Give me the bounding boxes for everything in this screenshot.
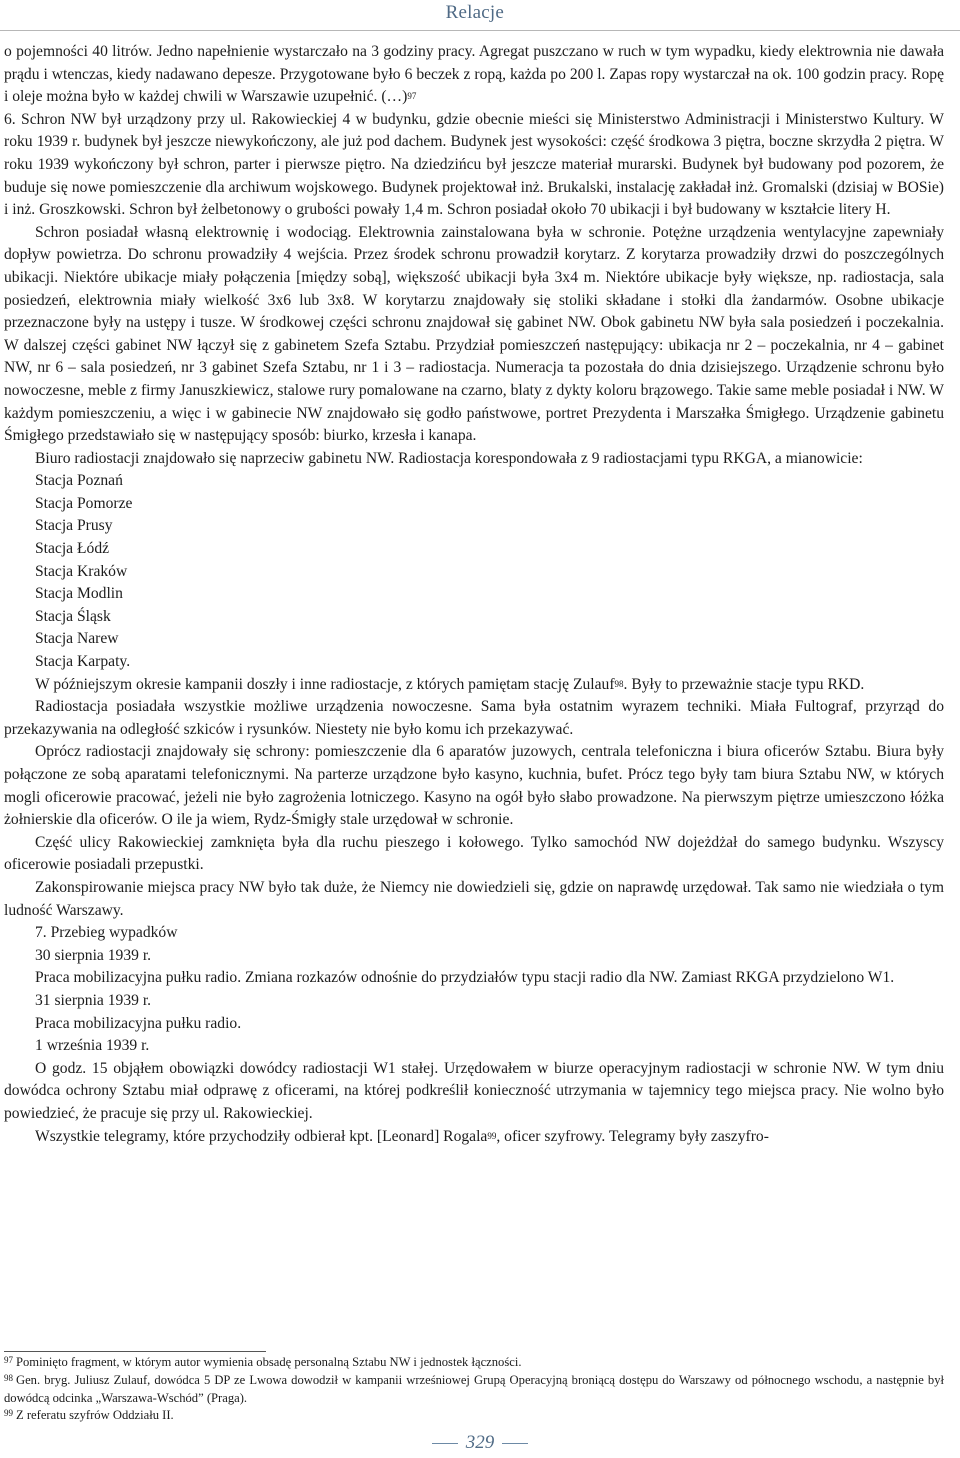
footnote-number: 99 xyxy=(4,1408,13,1418)
footnote-text: Z referatu szyfrów Oddziału II. xyxy=(16,1408,174,1422)
paragraph xyxy=(4,1013,944,1036)
paragraph-text: Oprócz radiostacji znajdowały się schrony: pomieszczenie dla 6 aparatów juzowych, centrala telefoniczna i biura oficerów Sztabu. Biura były połączone ze sobą aparatami telefonicznymi. Na parterze urządzone było kasyno, kuchnia, bufet. Prócz tego były tam biura Sztabu NW, w których mogli oficerowie pracować, jeżeli nie było zagrożenia lotniczego. Kasyno na ogół było słabo prowadzone. Na pierwszym piętrze umieszczono łóżka żołnierskie dla oficerów. O ile ja wiem, Rydz-Śmigły stale urzędował w schronie. xyxy=(4,743,944,829)
list-item xyxy=(4,561,944,584)
paragraph-text: Praca mobilizacyjna pułku radio. xyxy=(35,1014,242,1032)
paragraph xyxy=(4,832,944,877)
paragraph xyxy=(4,109,944,222)
paragraph-text: Wszystkie telegramy, które przychodziły odbierał kpt. [Leonard] Rogala xyxy=(35,1127,488,1145)
body-text xyxy=(4,41,944,1148)
paragraph xyxy=(4,1035,944,1058)
footnotes xyxy=(4,1354,944,1425)
paragraph-text: Zakonspirowanie miejsca pracy NW było tak duże, że Niemcy nie dowiedzieli się, gdzie on naprawdę urzędował. Tak samo nie wiedziała o tym ludność Warszawy. xyxy=(4,878,944,919)
list-item xyxy=(4,628,944,651)
paragraph-text: Stacja Poznań xyxy=(35,472,123,490)
paragraph-text: W późniejszym okresie kampanii doszły i inne radiostacje, z których pamiętam stację Zulauf xyxy=(35,675,615,693)
paragraph xyxy=(4,741,944,831)
paragraph xyxy=(4,945,944,968)
footnote-number: 97 xyxy=(4,1355,13,1365)
footnote xyxy=(4,1354,944,1372)
paragraph-text: Stacja Kraków xyxy=(35,562,128,580)
footnote-reference[interactable]: 97 xyxy=(407,91,417,102)
paragraph-text: 31 sierpnia 1939 r. xyxy=(35,991,152,1009)
paragraph xyxy=(4,967,944,990)
paragraph xyxy=(4,674,944,697)
paragraph xyxy=(4,222,944,448)
paragraph-text: 7. Przebieg wypadków xyxy=(35,924,178,942)
paragraph-text: Schron posiadał własną elektrownię i wodociąg. Elektrownia zainstalowana była w schronie. Potężne urządzenia wentylacyjne zapewniały dopływ powietrza. Do schronu prowadziły 4 wejścia. Przez środek schronu prowadził korytarz. Z korytarza prowadziły drzwi do poszczególnych ubikacji. Niektóre ubikacje miały połączenia [między sobą], większość ubikacji była 3x4 m. Niektóre ubikacje były większe, np. radiostacja, sala posiedzeń, elektrownia miały wielkość 3x6 lub 3x8. W korytarzu znajdowały się stoliki składane i stołki dla żandarmów. Osobne ubikacje przeznaczone były na ustępy i tusze. W środkowej części schronu znajdował się gabinet NW. Obok gabinetu NW była sala posiedzeń i poczekalnia. W dalszej części gabinet NW łączył się z gabinetem Szefa Sztabu. Przydział pomieszczeń następujący: ubikacja nr 2 – poczekalnia, nr 4 – gabinet NW, nr 6 – sala posiedzeń, nr 3 gabinet Szefa Sztabu, nr 1 i 3 – radiostacja. Numeracja ta pozostała do dnia dzisiejszego. Urządzenie schronu było nowoczesne, meble z firmy Januszkiewicz, stalowe rury pomalowane na czarno, blaty z dykty koloru brązowego. Takie same meble posiadał i NW. W każdym pomieszczeniu, a więc i w gabinecie NW znajdowało się godło państwowe, portret Prezydenta i Marszałka Śmigłego. Urządzenie gabinetu Śmigłego przedstawiało się w następujący sposób: biurko, krzesła i kanapa. xyxy=(4,223,944,445)
paragraph-text: Radiostacja posiadała wszystkie możliwe urządzenia nowoczesne. Sama była ostatnim wyrazem techniki. Miała Fultograf, przyrząd do przekazywania na odległość szkiców i rysunków. Niestety nie było komu ich przekazywać. xyxy=(4,698,944,738)
paragraph-text: 1 września 1939 r. xyxy=(35,1037,150,1055)
paragraph xyxy=(4,448,944,471)
paragraph-text: O godz. 15 objąłem obowiązki dowódcy radiostacji W1 stałej. Urzędowałem w biurze operacyjnym radiostacji w schronie NW. W tym dniu dowódca ochrony Sztabu miał odprawę z oficerami, na której podkreślił konieczność utrzymania w tajemnicy tego miejsca pracy. Nie wolno było powiedzieć, że pracuje się przy ul. Rakowieckiej. xyxy=(4,1059,944,1122)
footnote-text: Gen. bryg. Juliusz Zulauf, dowódca 5 DP ze Lwowa dowodził w kampanii wrześniowej Grupą Operacyjną broniącą dostępu do Warszawy od północnego wschodu, a następnie był dowódcą odcinka „Warszawa-Wschód” (Praga). xyxy=(4,1373,944,1405)
paragraph xyxy=(4,696,944,741)
paragraph-text: Stacja Karpaty. xyxy=(35,653,131,671)
paragraph-text: 6. Schron NW był urządzony przy ul. Rakowieckiej 4 w budynku, gdzie obecnie mieści się Ministerstwo Administracji i Ministerstwo Kultury. W roku 1939 r. budynek był jeszcze niewykończony, ale już pod dachem. Budynek jest wysokości: część środkowa 3 piętra, boczne skrzydła 2 piętra. W roku 1939 wykończony był schron, parter i pierwsze piętro. Na dziedzińcu był jeszcze materiał murarski. Budynek był budowany pod pozorem, że buduje się nowe pomieszczenie dla archiwum wojskowego. Budynek projektował inż. Brukalski, instalację zakładał inż. Gromalski (dzisiaj w BOSie) i inż. Groszkowski. Schron był żelbetonowy o grubości powały 1,4 m. Schron posiadał około 70 ubikacji i był budowany w kształcie litery H. xyxy=(4,110,944,219)
paragraph-text: Stacja Pomorze xyxy=(35,494,133,512)
paragraph xyxy=(4,1058,944,1126)
paragraph xyxy=(4,1126,944,1149)
footnote-number: 98 xyxy=(4,1373,13,1383)
paragraph xyxy=(4,41,944,109)
paragraph xyxy=(4,877,944,922)
footnote xyxy=(4,1407,944,1425)
paragraph-text-tail: . Były to przeważnie stacje typu RKD. xyxy=(623,675,865,693)
list-item xyxy=(4,515,944,538)
footnote-reference[interactable]: 99 xyxy=(487,1130,497,1141)
paragraph-text: Stacja Modlin xyxy=(35,585,123,603)
paragraph xyxy=(4,990,944,1013)
page-number-footer xyxy=(0,1432,960,1454)
footnote-reference[interactable]: 98 xyxy=(614,678,624,689)
paragraph xyxy=(4,922,944,945)
list-item xyxy=(4,583,944,606)
page-number: 329 xyxy=(465,1432,495,1453)
running-header-title: Relacje xyxy=(445,2,504,23)
list-item xyxy=(4,651,944,674)
paragraph-text: Stacja Śląsk xyxy=(35,607,111,625)
footnote xyxy=(4,1372,944,1407)
paragraph-text-tail: , oficer szyfrowy. Telegramy były zaszyfro- xyxy=(496,1127,769,1145)
paragraph-text: Stacja Narew xyxy=(35,630,119,648)
page-number-dash-right xyxy=(502,1443,528,1444)
paragraph-text: Praca mobilizacyjna pułku radio. Zmiana rozkazów odnośnie do przydziałów typu stacji radio dla NW. Zamiast RKGA przydzielono W1. xyxy=(35,969,895,987)
list-item xyxy=(4,606,944,629)
paragraph-text: Część ulicy Rakowieckiej zamknięta była dla ruchu pieszego i kołowego. Tylko samochód NW dojeżdżał do samego budynku. Wszyscy oficerowie posiadali przepustki. xyxy=(4,833,944,874)
running-header xyxy=(0,0,960,31)
list-item xyxy=(4,538,944,561)
footnote-separator xyxy=(4,1351,266,1352)
paragraph-text: 30 sierpnia 1939 r. xyxy=(35,946,152,964)
list-item xyxy=(4,470,944,493)
paragraph-text: Biuro radiostacji znajdowało się naprzeciw gabinetu NW. Radiostacja korespondowała z 9 radiostacjami typu RKGA, a mianowicie: xyxy=(35,449,863,467)
footnote-text: Pominięto fragment, w którym autor wymienia obsadę personalną Sztabu NW i jednostek łączności. xyxy=(16,1355,522,1369)
paragraph-text: o pojemności 40 litrów. Jedno napełnienie wystarczało na 3 godziny pracy. Agregat puszczano w ruch w tym wypadku, kiedy elektrownia nie dawała prądu i wtenczas, kiedy nadawano depesze. Przygotowane było 6 beczek z ropą, każda po 200 l. Zapas ropy wystarczał na ok. 100 godzin pracy. Ropę i oleje można było w każdej chwili w Warszawie uzupełnić. (…) xyxy=(4,43,944,106)
paragraph-text: Stacja Prusy xyxy=(35,517,113,535)
list-item xyxy=(4,493,944,516)
paragraph-text: Stacja Łódź xyxy=(35,540,110,558)
page-number-dash-left xyxy=(432,1443,458,1444)
